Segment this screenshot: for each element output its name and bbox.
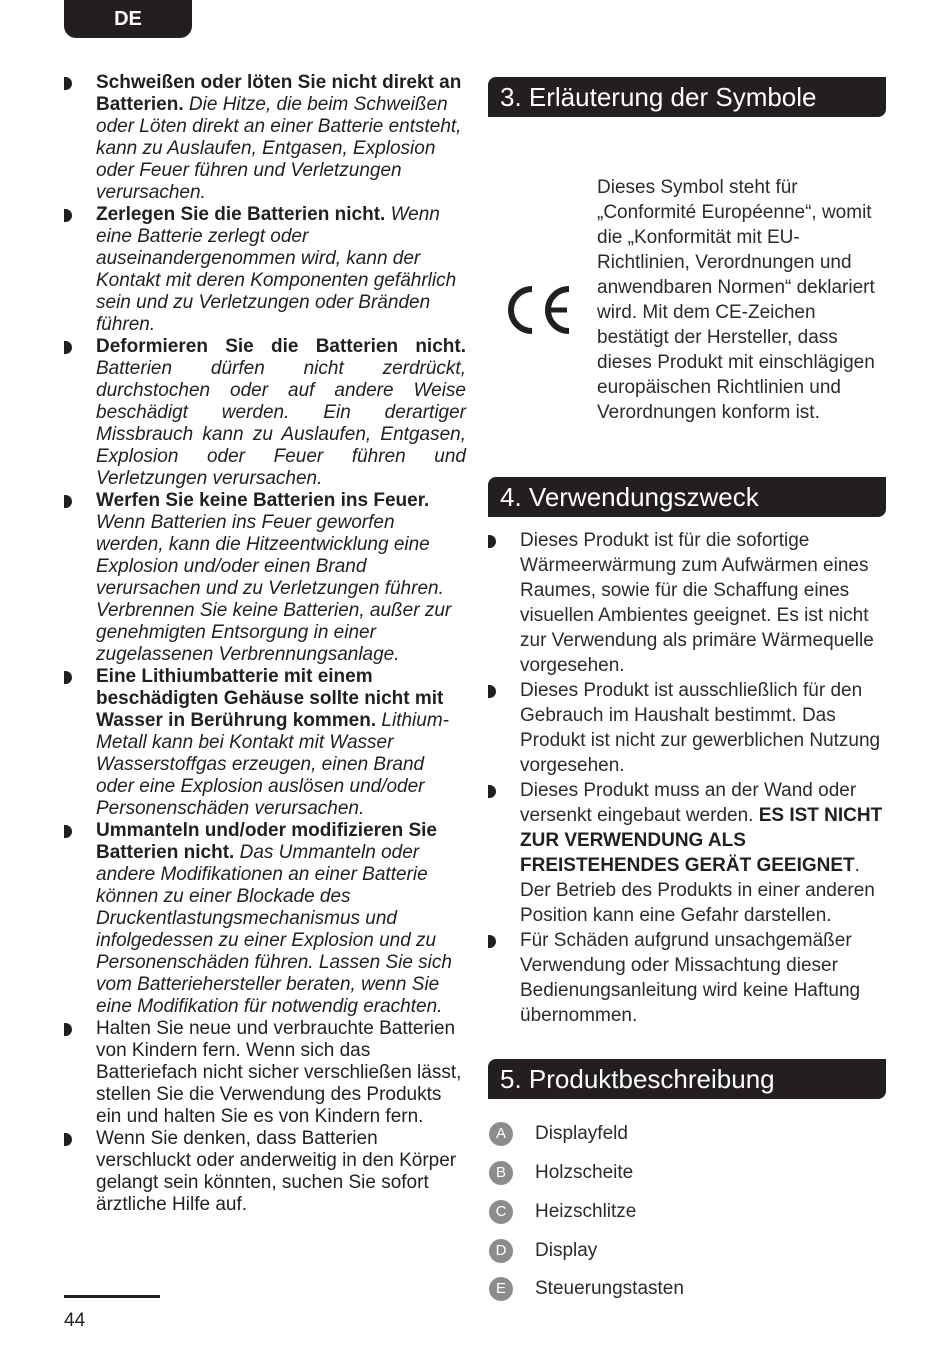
part-label: Steuerungstasten bbox=[535, 1278, 684, 1300]
list-item bbox=[64, 1018, 466, 1128]
part-item bbox=[488, 1270, 886, 1309]
part-item bbox=[488, 1154, 886, 1193]
part-item bbox=[488, 1193, 886, 1232]
item-text: Das Ummanteln oder andere Modifikationen an einer Batterie können zu einer Blockade des Druckentlastungsmechanismus und infolgedessen zu einer Explosion und zu Personenschäden führen. Lassen Sie sich vom Batteriehersteller beraten, wenn Sie eine Modifikation für notwendig erachten. bbox=[96, 842, 452, 1017]
intended-use-list bbox=[488, 528, 886, 1028]
part-letter-badge: E bbox=[489, 1277, 513, 1301]
part-label: Display bbox=[535, 1239, 598, 1261]
part-letter-badge: A bbox=[489, 1122, 513, 1146]
list-item bbox=[64, 204, 466, 336]
ce-mark-icon bbox=[502, 285, 572, 335]
language-tab: DE bbox=[64, 0, 192, 38]
bullet-icon bbox=[64, 341, 72, 354]
bullet-icon bbox=[488, 935, 496, 948]
bullet-icon bbox=[488, 535, 496, 548]
item-heading: Ummanteln und/oder modifizieren Sie Batterien nicht. bbox=[96, 820, 437, 863]
list-item bbox=[488, 528, 886, 678]
item-heading: Eine Lithiumbatterie mit einem beschädigten Gehäuse sollte nicht mit Wasser in Berührung kommen. bbox=[96, 666, 444, 731]
list-item bbox=[64, 1128, 466, 1216]
footer-rule bbox=[64, 1295, 160, 1298]
bullet-icon bbox=[64, 77, 72, 90]
item-heading: Deformieren Sie die Batterien nicht. bbox=[96, 336, 466, 357]
item-text: . Der Betrieb des Produkts in einer anderen Position kann eine Gefahr darstellen. bbox=[520, 855, 875, 926]
section-heading-product-description: 5. Produktbeschreibung bbox=[488, 1059, 886, 1099]
item-text: Dieses Produkt muss an der Wand oder versenkt eingebaut werden. bbox=[520, 780, 857, 826]
item-heading: Schweißen oder löten Sie nicht direkt an Batterien. bbox=[96, 72, 462, 115]
part-label: Heizschlitze bbox=[535, 1200, 637, 1222]
section-heading-symbols: 3. Erläuterung der Symbole bbox=[488, 77, 886, 117]
part-label: Displayfeld bbox=[535, 1123, 628, 1145]
item-warning: ES IST NICHT ZUR VERWENDUNG ALS FREISTEHENDES GERÄT GEEIGNET bbox=[520, 805, 883, 876]
list-item bbox=[64, 490, 466, 666]
bullet-icon bbox=[64, 1133, 72, 1146]
product-parts-list bbox=[488, 1115, 886, 1309]
item-heading: Zerlegen Sie die Batterien nicht. bbox=[96, 204, 386, 225]
list-item bbox=[64, 666, 466, 820]
item-text: Wenn eine Batterie zerlegt oder auseinandergenommen wird, kann der Kontakt mit deren Komponenten gefährlich sein und zu Verletzungen oder Bränden führen. bbox=[96, 204, 457, 335]
section-heading-intended-use: 4. Verwendungszweck bbox=[488, 477, 886, 517]
part-letter-badge: B bbox=[489, 1161, 513, 1185]
item-heading: Werfen Sie keine Batterien ins Feuer. bbox=[96, 490, 430, 511]
list-item bbox=[64, 72, 466, 204]
item-text: Für Schäden aufgrund unsachgemäßer Verwendung oder Missachtung dieser Bedienungsanleitung wird keine Haftung übernommen. bbox=[520, 930, 861, 1026]
bullet-icon bbox=[64, 671, 72, 684]
bullet-icon bbox=[488, 685, 496, 698]
item-text: Wenn Batterien ins Feuer geworfen werden, kann die Hitzeentwicklung eine Explosion und/oder einen Brand verursachen und zu Verletzungen führen. Verbrennen Sie keine Batterien, außer zur genehmigten Entsorgung in einer zugelassenen Verbrennungsanlage. bbox=[96, 512, 452, 665]
part-letter-badge: C bbox=[489, 1200, 513, 1224]
bullet-icon bbox=[64, 495, 72, 508]
battery-safety-list bbox=[64, 72, 466, 1216]
part-letter-badge: D bbox=[489, 1239, 513, 1263]
list-item bbox=[64, 820, 466, 1018]
item-text: Dieses Produkt ist ausschließlich für den Gebrauch im Haushalt bestimmt. Das Produkt ist nicht zur gewerblichen Nutzung vorgesehen. bbox=[520, 680, 881, 776]
ce-description: Dieses Symbol steht für „Conformité Européenne“, womit die „Konformität mit EU-Richtlinien, Verordnungen und anwendbaren Normen“ deklariert wird. Mit dem CE-Zeichen bestätigt der Hersteller, dass dieses Produkt mit einschlägigen europäischen Richtlinien und Verordnungen konform ist. bbox=[597, 177, 875, 423]
right-column bbox=[488, 77, 886, 1309]
part-label: Holzscheite bbox=[535, 1162, 634, 1184]
page-number: 44 bbox=[64, 1310, 86, 1331]
list-item bbox=[488, 778, 886, 928]
bullet-icon bbox=[64, 209, 72, 222]
list-item bbox=[488, 678, 886, 778]
part-item bbox=[488, 1231, 886, 1270]
bullet-icon bbox=[64, 825, 72, 838]
bullet-icon bbox=[488, 785, 496, 798]
part-item bbox=[488, 1115, 886, 1154]
list-item bbox=[64, 336, 466, 490]
ce-symbol-block bbox=[488, 117, 886, 477]
item-text: Wenn Sie denken, dass Batterien verschluckt oder anderweitig in den Körper gelangt sein könnten, suchen Sie sofort ärztliche Hilfe auf. bbox=[96, 1128, 457, 1215]
bullet-icon bbox=[64, 1023, 72, 1036]
item-text: Lithium-Metall kann bei Kontakt mit Wasser Wasserstoffgas erzeugen, einen Brand oder eine Explosion auslösen und/oder Personenschäden verursachen. bbox=[96, 710, 449, 819]
item-text: Batterien dürfen nicht zerdrückt, durchstochen oder auf andere Weise beschädigt werden. Ein derartiger Missbrauch kann zu Auslaufen, Entgasen, Explosion oder Feuer führen und Verletzungen verursachen. bbox=[96, 358, 466, 489]
item-text: Dieses Produkt ist für die sofortige Wärmeerwärmung zum Aufwärmen eines Raumes, sowie für die Schaffung eines visuellen Ambientes geeignet. Es ist nicht zur Verwendung als primäre Wärmequelle vorgesehen. bbox=[520, 530, 874, 676]
item-text: Halten Sie neue und verbrauchte Batterien von Kindern fern. Wenn sich das Batteriefach nicht sicher verschließen lässt, stellen Sie die Verwendung des Produkts ein und halten Sie es von Kindern fern. bbox=[96, 1018, 462, 1127]
item-text: Die Hitze, die beim Schweißen oder Löten direkt an einer Batterie entsteht, kann zu Auslaufen, Entgasen, Explosion oder Feuer führen und Verletzungen verursachen. bbox=[96, 94, 462, 203]
list-item bbox=[488, 928, 886, 1028]
